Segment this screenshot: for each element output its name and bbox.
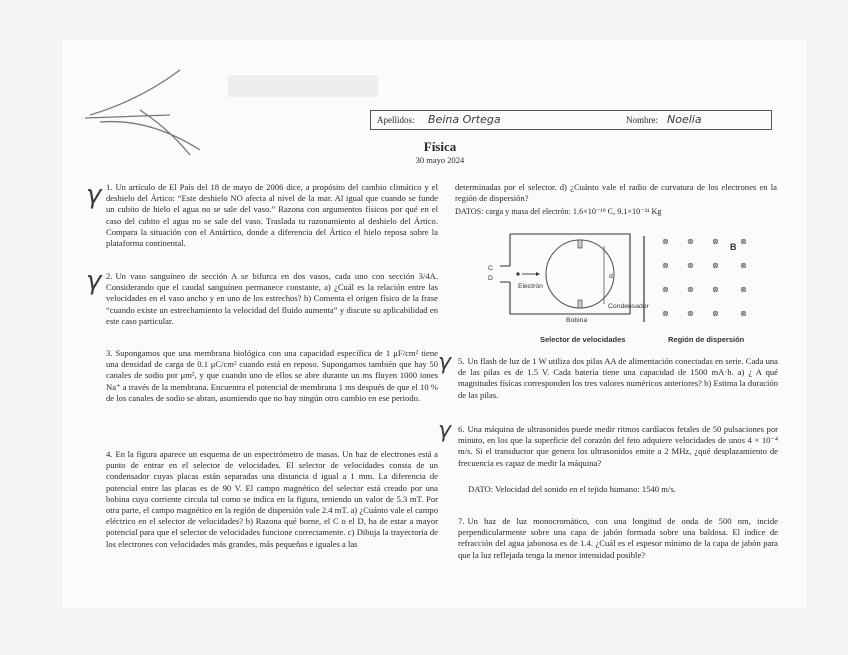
label-d: D: [488, 275, 493, 282]
apellidos-value: Beina Ortega: [428, 113, 501, 126]
question-4-data: DATOS: carga y masa del electrón: 1.6×10⁻¹⁹ C, 9.1×10⁻³¹ Kg: [455, 207, 662, 216]
svg-text:⊗: ⊗: [740, 285, 747, 294]
question-5: 5. Un flash de luz de 1 W utiliza dos pilas AA de alimentación conectadas en serie. Cada una de las pilas es de 1.5 V. Cada batería tiene una capacidad de 1500 mA·h. a) ¿ A qué magnitudes físicas corresponden los tres valores numéricos anteriores? b) Estima la duración de las pilas.: [458, 356, 778, 400]
check-mark-6: γ: [438, 418, 452, 443]
label-b-field: B: [730, 242, 737, 252]
svg-text:⊗: ⊗: [687, 309, 694, 318]
svg-text:⊗: ⊗: [687, 285, 694, 294]
name-box: [370, 110, 772, 130]
svg-text:⊗: ⊗: [712, 237, 719, 246]
check-mark-5: γ: [438, 350, 452, 375]
question-6-data: DATO: Velocidad del sonido en el tejido humano: 1540 m/s.: [468, 484, 676, 494]
svg-text:⊗: ⊗: [712, 309, 719, 318]
spectrometer-figure: [480, 224, 780, 350]
question-4-cont: determinadas por el selector. d) ¿Cuánto vale el radio de curvatura de los electrones en la región de dispersión?: [455, 182, 777, 204]
caption-selector: Selector de velocidades: [540, 335, 626, 344]
label-c: C: [488, 265, 493, 272]
svg-text:⊗: ⊗: [712, 285, 719, 294]
apellidos-label: Apellidos:: [377, 115, 415, 125]
redacted-area: [228, 75, 378, 97]
svg-text:⊗: ⊗: [740, 237, 747, 246]
caption-dispersion: Región de dispersión: [668, 335, 745, 344]
svg-text:⊗: ⊗: [662, 309, 669, 318]
label-condensador: Condensador: [608, 303, 649, 310]
question-1: 1. Un artículo de El País del 18 de mayo de 2006 dice, a propósito del cambio climático y el deshielo del Ártico: “Este deshielo NO afecta al nivel de la mar. Al igual que cuando se funde un cubito de hielo el agua no se sale del vaso.” Razona con argumentos físicos por qué en el caso del cubito el agua no se sale del vaso. Traslada tu razonamiento al deshielo del Ártico. Compara la situación con el Antártico, donde a diferencia del Ártico el hielo reposa sobre la plataforma continental.: [106, 182, 438, 249]
question-2: 2. Un vaso sanguíneo de sección A se bifurca en dos vasos, cada uno con sección 3/4A. Considerando que el caudal sanguíneo permanece constante, a) ¿Cuál es la relación entre las velocidades en el vaso ancho y en uno de los estrechos? b) Comenta el origen físico de la frase “cuando existe un estrechamiento la velocidad del fluido aumenta” y discute su aplicabilidad en este caso particular.: [106, 271, 438, 326]
svg-text:⊗: ⊗: [662, 261, 669, 270]
scribble-marks: [80, 60, 230, 160]
svg-text:⊗: ⊗: [662, 237, 669, 246]
check-mark-1: γ: [86, 180, 102, 210]
label-bobina: Bobina: [566, 317, 588, 324]
nombre-label: Nombre:: [626, 115, 658, 125]
svg-text:⊗: ⊗: [662, 285, 669, 294]
svg-text:⊗: ⊗: [687, 237, 694, 246]
svg-text:⊗: ⊗: [740, 309, 747, 318]
nombre-value: Noelia: [667, 113, 702, 126]
label-electron: Electrón: [518, 283, 543, 290]
svg-text:⊗: ⊗: [740, 261, 747, 270]
check-mark-2: γ: [86, 266, 102, 296]
question-4: 4. En la figura aparece un esquema de un espectrómetro de masas. Un haz de electrones está a punto de entrar en el selector de velocidades. El selector de velocidades consta de un condensador cuyas placas están separadas una distancia d igual a 1 mm. La diferencia de potencial entre las placas es de 90 V. El campo magnético del selector está creado por una bobina cuya corriente circula tal como se indica en la figura, teniendo un valor de 5.3 mT. Por otra parte, el campo magnético en la región de dispersión vale 2.4 mT. a) ¿Cuánto vale el campo eléctrico en el selector de velocidades? b) Razona qué borne, el C o el D, ha de estar a mayor potencial para que el selector de velocidades funcione correctamente. c) Dibuja la trayectoria de los electrones con velocidades más grandes, más pequeñas e iguales a las: [106, 449, 438, 549]
question-6: 6. Una máquina de ultrasonidos puede medir ritmos cardíacos fetales de 50 pulsaciones por minuto, en los que la superficie del corazón del feto adquiere velocidades de unos 4 × 10⁻⁴ m/s. Si el transductor que genera los ultrasonidos emite a 2 MHz, ¿qué desplazamiento de frecuencia es capaz de medir la máquina?: [458, 424, 778, 468]
question-3: 3. Supongamos que una membrana biológica con una capacidad específica de 1 μF/cm² tiene una densidad de carga de 0.1 μC/cm² cuando está en reposo. Supongamos también que hay 50 canales de sodio por μm², y que cuando uno de ellos se abre durante un ms fluyen 1000 iones Na⁺ a través de la membrana. Encuentra el potencial de membrana 1 ms después de que el 10 % de los canales de sodio se abran, asumiendo que no hay ningún otro cambio en ese periodo.: [106, 348, 438, 403]
label-distance: d: [609, 273, 613, 280]
svg-text:⊗: ⊗: [712, 261, 719, 270]
question-7: 7. Un haz de luz monocromático, con una longitud de onda de 500 nm, incide perpendicularmente sobre una capa de jabón formada sobre una baldosa. El índice de refracción del agua jabonosa es de 1.4. ¿Cuál es el espesor mínimo de la capa de jabón para que la luz reflejada tenga la menor intensidad posible?: [458, 516, 778, 560]
exam-date: 30 mayo 2024: [415, 155, 465, 165]
svg-text:⊗: ⊗: [687, 261, 694, 270]
page-title: Física: [423, 139, 457, 154]
